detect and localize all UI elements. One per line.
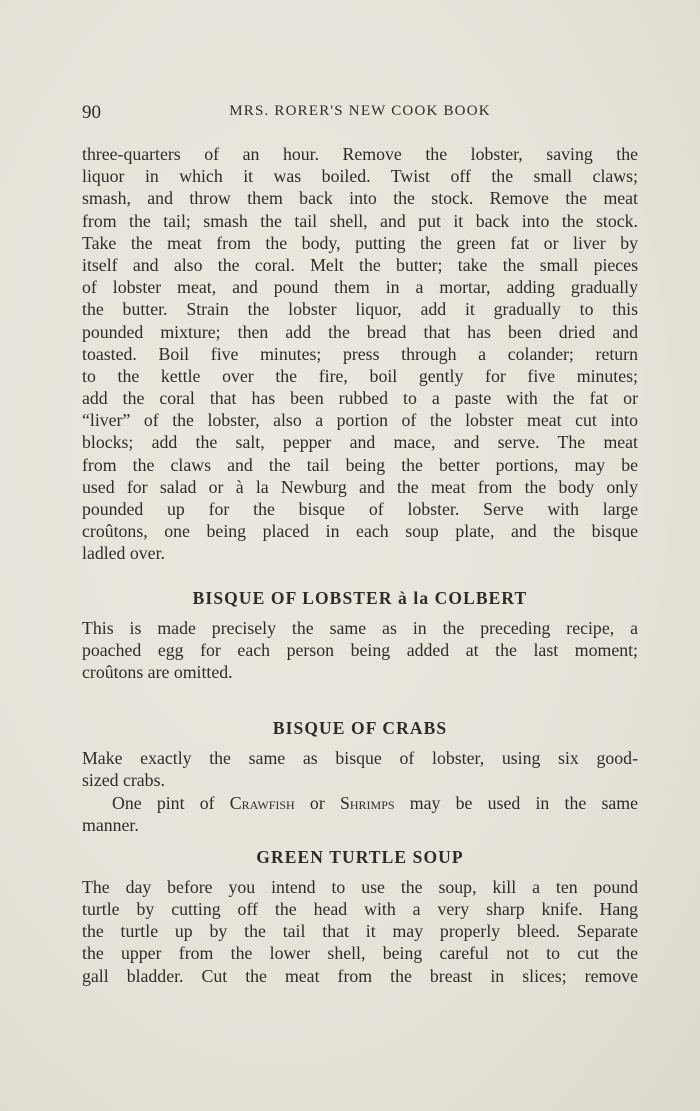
text-line: manner. (82, 814, 139, 835)
text-line: ladled over. (82, 543, 165, 564)
page-number: 90 (82, 102, 101, 123)
paragraph-crabs (82, 747, 638, 791)
paragraph-colbert (82, 617, 638, 684)
text-line: the turtle up by the tail that it may properly bleed. Separate (82, 921, 638, 942)
paragraph-lobster-bisque-continued (82, 143, 638, 565)
text-line: “liver” of the lobster, also a portion of the lobster meat cut into (82, 410, 638, 431)
small-caps-shrimps: Shrimps (339, 792, 395, 813)
heading-green-turtle-soup: GREEN TURTLE SOUP (256, 846, 464, 867)
text-line: turtle by cutting off the head with a very sharp knife. Hang (82, 899, 638, 920)
small-caps-crawfish: Crawfish (229, 792, 295, 813)
text-line: This is made precisely the same as in the preceding recipe, a (82, 617, 638, 638)
page-text (82, 143, 638, 987)
text-line: blocks; add the salt, pepper and mace, and serve. The meat (82, 432, 638, 453)
text-line: add the coral that has been rubbed to a paste with the fat or (82, 388, 638, 409)
text-line: from the claws and the tail being the better portions, may be (82, 454, 638, 475)
text-line: poached egg for each person being added at the last moment; (82, 639, 638, 660)
text-line: the butter. Strain the lobster liquor, add it gradually to this (82, 299, 638, 320)
text-line: pounded up for the bisque of lobster. Serve with large (82, 499, 638, 519)
text-line: liquor in which it was boiled. Twist off the small claws; (82, 166, 638, 187)
paragraph-green-turtle (82, 876, 638, 987)
text-line: itself and also the coral. Melt the butter; take the small pieces (82, 254, 638, 275)
text-line: the upper from the lower shell, being careful not to cut the (82, 943, 638, 964)
text-line: croûtons are omitted. (82, 661, 233, 682)
text-line: Take the meat from the body, putting the green fat or liver by (82, 232, 638, 253)
text-line: One pint of Crawfish or Shrimps may be used in the same (112, 792, 639, 813)
text-line: used for salad or à la Newburg and the meat from the body only (82, 476, 638, 497)
text-line: Make exactly the same as bisque of lobster, using six good- (82, 748, 638, 769)
paragraph-crawfish (82, 792, 638, 836)
text-line: from the tail; smash the tail shell, and put it back into the stock. (82, 210, 638, 231)
running-head (82, 100, 638, 128)
running-title: MRS. RORER'S NEW COOK BOOK (229, 103, 491, 119)
heading-bisque-lobster-colbert: BISQUE OF LOBSTER à la COLBERT (192, 587, 528, 608)
text-line: to the kettle over the fire, boil gently for five minutes; (82, 365, 638, 386)
text-line: smash, and throw them back into the stock. Remove the meat (82, 188, 638, 209)
text-line: gall bladder. Cut the meat from the breast in slices; remove (82, 965, 638, 986)
text-line: pounded mixture; then add the bread that has been dried and (82, 321, 638, 342)
text-line: of lobster meat, and pound them in a mortar, adding gradually (82, 277, 638, 298)
text-line: three-quarters of an hour. Remove the lobster, saving the (82, 144, 638, 164)
text-line: The day before you intend to use the soup, kill a ten pound (82, 876, 638, 897)
text-line: sized crabs. (82, 770, 165, 791)
text-line: toasted. Boil five minutes; press through a colander; return (82, 343, 638, 364)
heading-bisque-crabs: BISQUE OF CRABS (272, 718, 448, 739)
text-line: croûtons, one being placed in each soup plate, and the bisque (82, 521, 638, 542)
